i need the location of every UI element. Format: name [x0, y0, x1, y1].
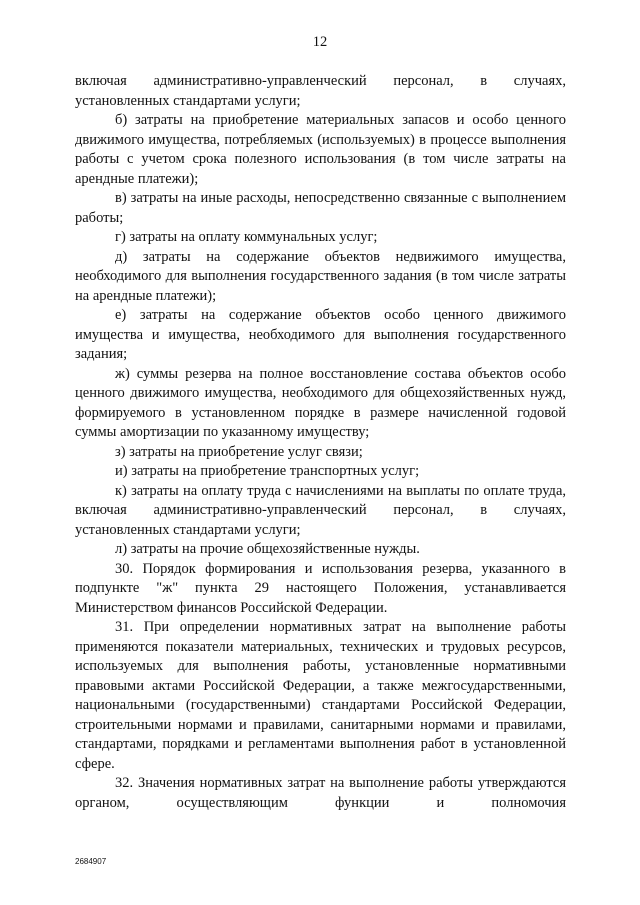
paragraph-continuation: включая административно-управленческий персонал, в случаях, установленных стандартами услуги;: [75, 73, 566, 109]
paragraph-item-e: е) затраты на содержание объектов особо ценного движимого имущества и имущества, необходимого для выполнения государственного задания;: [75, 307, 566, 362]
document-body: [75, 72, 566, 813]
paragraph-item-z: з) затраты на приобретение услуг связи;: [115, 443, 363, 460]
paragraph-item-g: г) затраты на оплату коммунальных услуг;: [115, 229, 378, 245]
paragraph-item-b: б) затраты на приобретение материальных запасов и особо ценного движимого имущества, потребляемых (используемых) в процессе выполнения работы с учетом срока полезного использования (в том числе затраты на арендные платежи);: [75, 112, 566, 187]
paragraph-item-i: и) затраты на приобретение транспортных услуг;: [115, 463, 420, 479]
paragraph-clause-31: 31. При определении нормативных затрат на выполнение работы применяются показатели материальных, технических и трудовых ресурсов, используемых для выполнения работы, установленные нормативными правовыми актами Российской Федерации, а также межгосударственными, национальными (государственными) стандартами Российской Федерации, строительными нормами и правилами, санитарными нормами и правилами, стандартами, порядками и регламентами выполнения работ в установленной сфере.: [75, 619, 566, 772]
paragraph-item-v: в) затраты на иные расходы, непосредственно связанные с выполнением работы;: [75, 190, 566, 226]
document-code: 2684907: [75, 857, 107, 866]
page-number: 12: [312, 34, 328, 50]
paragraph-item-k: к) затраты на оплату труда с начислениями на выплаты по оплате труда, включая административно-управленческий персонал, в случаях, установленных стандартами услуги;: [75, 482, 566, 538]
paragraph-clause-30: 30. Порядок формирования и использования резерва, указанного в подпункте "ж" пункта 29 настоящего Положения, устанавливается Министерством финансов Российской Федерации.: [75, 560, 566, 616]
paragraph-item-d: д) затраты на содержание объектов недвижимого имущества, необходимого для выполнения государственного задания (в том числе затраты на арендные платежи);: [75, 248, 566, 304]
paragraph-item-zh: ж) суммы резерва на полное восстановление состава объектов особо ценного движимого имущества, необходимого для общехозяйственных нужд, формируемого в установленном порядке в размере начисленной годовой суммы амортизации по указанному имуществу;: [75, 365, 566, 440]
paragraph-clause-32: 32. Значения нормативных затрат на выполнение работы утверждаются органом, осуществляющим функции и полномочия: [75, 775, 566, 811]
paragraph-item-l: л) затраты на прочие общехозяйственные нужды.: [115, 541, 420, 557]
